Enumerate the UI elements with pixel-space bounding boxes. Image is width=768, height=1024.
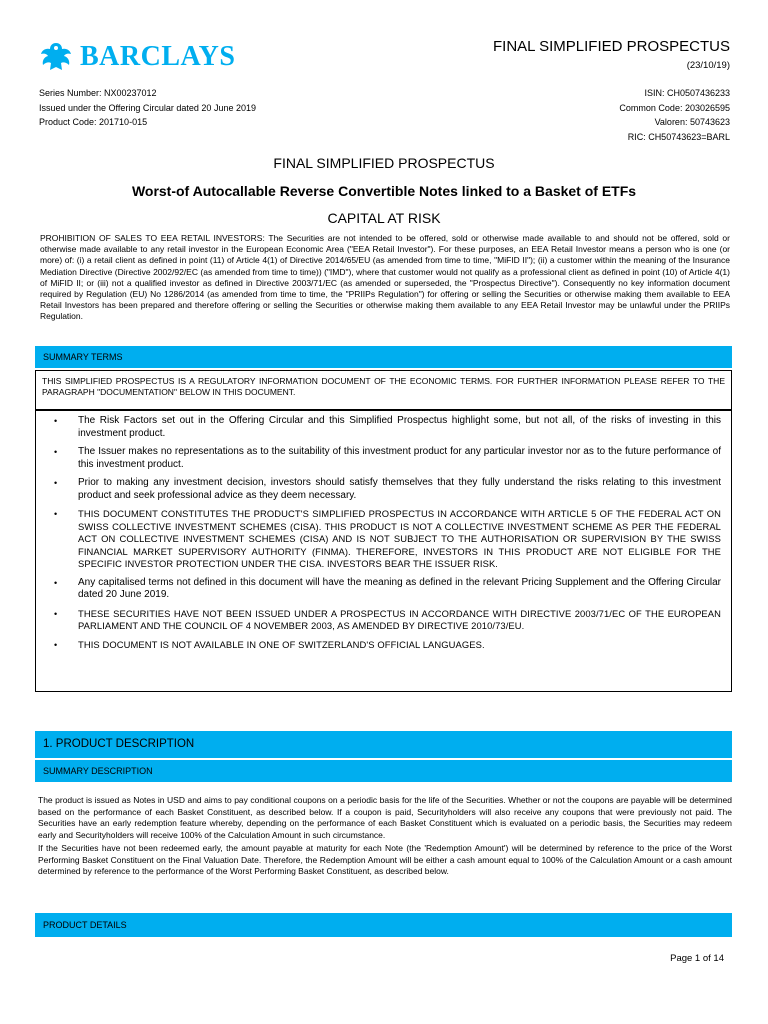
bullet-text: THESE SECURITIES HAVE NOT BEEN ISSUED UNDER A PROSPECTUS IN ACCORDANCE WITH DIRECTIVE 2003/71/EC OF THE EUROPEAN PARLIAMENT AND THE COUNCIL OF 4 NOVEMBER 2003, AS AMENDED BY DIRECTIVE 2010/73/EU. <box>78 607 721 631</box>
bullet-marker: • <box>54 447 58 457</box>
header-title: FINAL SIMPLIFIED PROSPECTUS <box>493 38 730 55</box>
regulatory-notice: THIS SIMPLIFIED PROSPECTUS IS A REGULATORY INFORMATION DOCUMENT OF THE ECONOMIC TERMS. FOR FURTHER INFORMATION PLEASE REFER TO THE PARAGRAPH "DOCUMENTATION" BELOW IN THIS DOCUMENT. <box>35 370 732 410</box>
list-item <box>42 608 725 633</box>
series-number: Series Number: NX00237012 <box>39 88 157 98</box>
description-paragraph: The product is issued as Notes in USD and aims to pay conditional coupons on a periodic basis for the life of the Securities. Whether or not the coupons are payable will be determined based on the performance of each Basket Constituent, as described below. If a coupon is paid, Securityholders will also receive any coupons that were previously not paid. The Securities have an early redemption feature whereby, depending on the performance of each Basket Constituent which is evaluated on a periodic basis, the Securities may redeem early and Securityholders will receive 100% of the Calculation Amount in such circumstance. <box>38 795 732 840</box>
list-item <box>42 446 725 471</box>
description-paragraph: If the Securities have not been redeemed early, the amount payable at maturity for each Note (the 'Redemption Amount') will be determined by reference to the price of the Worst Performing Basket Constituent on the Final Valuation Date. Therefore, the Redemption Amount will be either a cash amount equal to 100% of the Calculation Amount or a cash amount determined by reference to the performance of the Worst Performing Basket Constituent, as described below. <box>38 843 732 877</box>
product-subtitle: Worst-of Autocallable Reverse Convertible Notes linked to a Basket of ETFs <box>131 183 637 199</box>
product-code: Product Code: 201710-015 <box>39 117 148 127</box>
bullet-text: The Risk Factors set out in the Offering Circular and this Simplified Prospectus highlight some, but not all, of the risks of investing in this investment product. <box>78 415 721 439</box>
product-description-heading: 1. PRODUCT DESCRIPTION <box>35 731 732 758</box>
capital-at-risk-label: CAPITAL AT RISK <box>327 210 441 226</box>
product-details-heading: PRODUCT DETAILS <box>35 913 732 937</box>
bullet-text: Prior to making any investment decision, investors should satisfy themselves that they fully understand the risks relating to this investment product and seek professional advice as they deem necessary. <box>78 477 721 501</box>
page-title: FINAL SIMPLIFIED PROSPECTUS <box>273 155 495 171</box>
summary-bullet-list <box>35 410 732 692</box>
bullet-marker: • <box>54 639 58 650</box>
bullet-marker: • <box>54 509 58 519</box>
eagle-icon <box>38 40 74 74</box>
list-item <box>42 577 725 602</box>
prohibition-paragraph: PROHIBITION OF SALES TO EEA RETAIL INVESTORS: The Securities are not intended to be offered, sold or otherwise made available to and should not be offered, sold or otherwise made available to any retail investor in the European Economic Area ("EEA Retail Investor"). For these purposes, an EEA Retail Investor means a person who is one (or more) of: (i) a retail client as defined in point (11) of Article 4(1) of Directive 2014/65/EU (as amended from time to time, "MiFID II"); (ii) a customer within the meaning of the Insurance Mediation Directive (Directive 2002/92/EC (as amended from time to time)) ("IMD"), where that customer would not qualify as a professional client as defined in point (10) of Article 4(1) of MiFID II; or (iii) not a qualified investor as defined in Directive 2003/71/EC (as amended or superseded, the "Prospectus Directive"). Consequently no key information document required by Regulation (EU) No 1286/2014 (as amended from time to time, the "PRIIPs Regulation") for offering or selling the Securities or otherwise making them available to EEA Retail Investors has been prepared and therefore offering or selling the Securities or otherwise making them available to any EEA Retail Investor may be unlawful under the PRIIPs Regulation. <box>40 233 730 322</box>
bullet-text: Any capitalised terms not defined in this document will have the meaning as defined in the relevant Pricing Supplement and the Offering Circular dated 20 June 2019. <box>78 576 721 600</box>
series-metadata <box>39 86 256 130</box>
common-code: Common Code: 203026595 <box>619 102 730 113</box>
ric: RIC: CH50743623=BARL <box>627 131 730 142</box>
bullet-text: THIS DOCUMENT CONSTITUTES THE PRODUCT'S SIMPLIFIED PROSPECTUS IN ACCORDANCE WITH ARTICLE 5 OF THE FEDERAL ACT ON SWISS COLLECTIVE INVESTMENT SCHEMES (CISA). THIS PRODUCT IS NOT A COLLECTIVE INVESTMENT SCHEME AS PER THE FEDERAL ACT ON COLLECTIVE INVESTMENT SCHEMES (CISA) AND IS NOT SUBJECT TO THE AUTHORISATION OR SUPERVISION BY THE SWISS FINANCIAL MARKET SUPERVISORY AUTHORITY (FINMA). THEREFORE, INVESTORS IN THIS PRODUCT ARE NOT ELIGIBLE FOR THE SPECIFIC INVESTOR PROTECTION UNDER THE CISA. INVESTORS BEAR THE ISSUER RISK. <box>78 508 721 569</box>
brand-name: BARCLAYS <box>80 41 236 72</box>
list-item <box>42 415 725 440</box>
header-date: (23/10/19) <box>686 60 730 71</box>
summary-description-heading: SUMMARY DESCRIPTION <box>35 760 732 782</box>
bullet-marker: • <box>54 416 58 426</box>
barclays-logo <box>38 40 235 74</box>
bullet-text: THIS DOCUMENT IS NOT AVAILABLE IN ONE OF SWITZERLAND'S OFFICIAL LANGUAGES. <box>78 638 485 650</box>
isin: ISIN: CH0507436233 <box>644 88 730 98</box>
bullet-text: The Issuer makes no representations as to the suitability of this investment product for any particular investor nor as to the future performance of this investment product. <box>78 446 721 470</box>
bullet-marker: • <box>54 577 58 588</box>
list-item <box>42 508 725 571</box>
valoren: Valoren: 50743623 <box>654 117 730 127</box>
summary-terms-heading: SUMMARY TERMS <box>35 346 732 368</box>
bullet-marker: • <box>54 478 58 488</box>
bullet-marker: • <box>54 608 58 619</box>
list-item <box>42 639 725 652</box>
offering-circular-date: Issued under the Offering Circular dated 20 June 2019 <box>39 102 256 113</box>
page-number: Page 1 of 14 <box>670 953 724 964</box>
identifier-metadata <box>619 86 730 144</box>
list-item <box>42 477 725 502</box>
